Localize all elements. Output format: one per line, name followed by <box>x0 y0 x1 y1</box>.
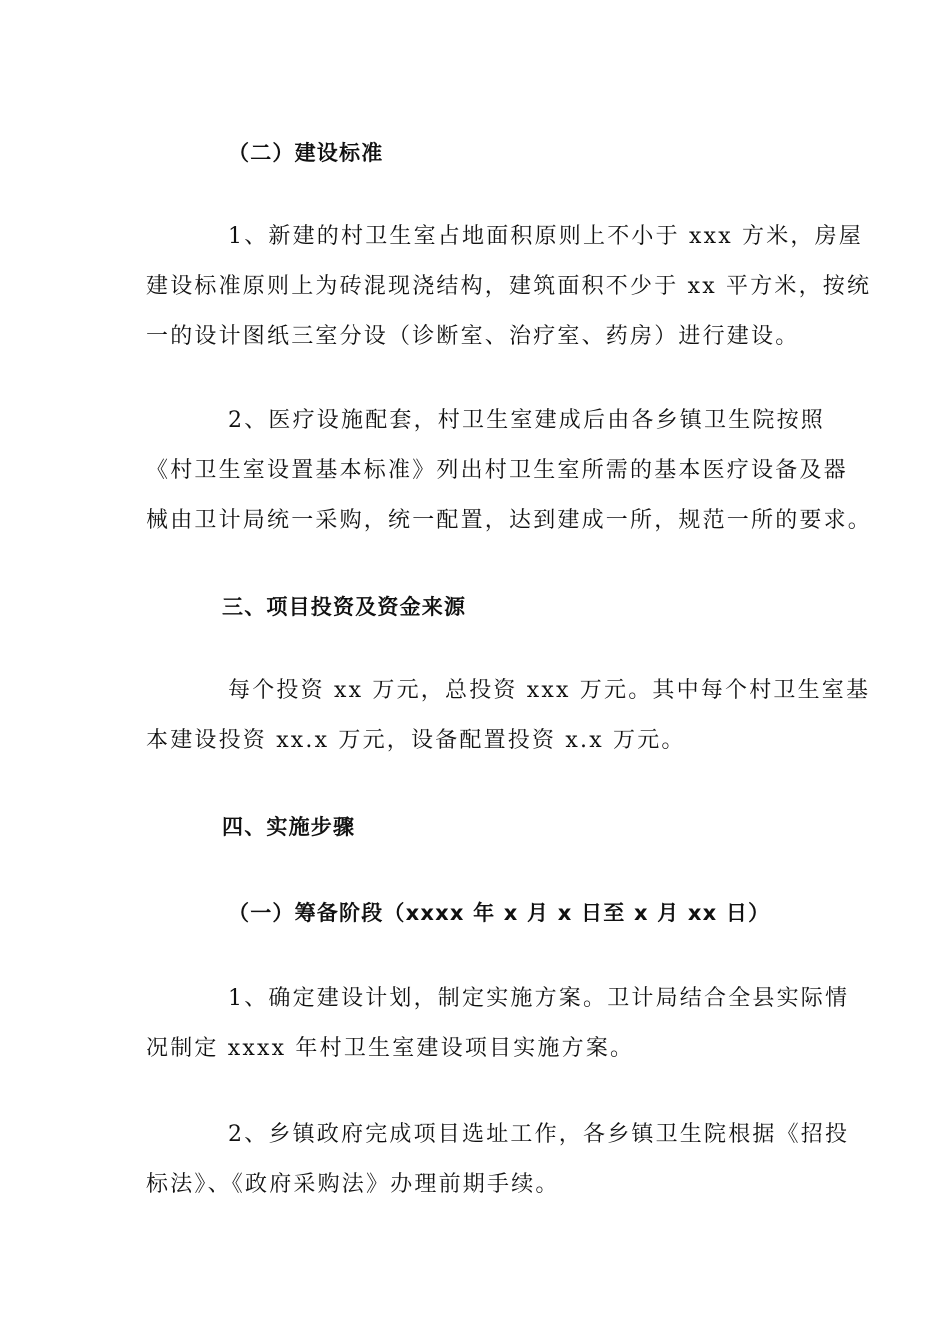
paragraph-2-line-2: 《村卫生室设置基本标准》列出村卫生室所需的基本医疗设备及器 <box>146 458 848 483</box>
paragraph-5-line-2: 标法》、《政府采购法》办理前期手续。 <box>146 1172 560 1197</box>
paragraph-3-line-2: 本建设投资 xx.x 万元，设备配置投资 x.x 万元。 <box>146 728 686 753</box>
paragraph-5-line-1: 2、乡镇政府完成项目选址工作，各乡镇卫生院根据《招投 <box>228 1122 850 1147</box>
paragraph-4-line-1: 1、确定建设计划，制定实施方案。卫计局结合全县实际情 <box>228 986 850 1011</box>
paragraph-2-line-1: 2、医疗设施配套，村卫生室建成后由各乡镇卫生院按照 <box>228 408 825 433</box>
section-heading-implementation-steps: 四、实施步骤 <box>222 815 356 839</box>
paragraph-2-line-3: 械由卫计局统一采购，统一配置，达到建成一所，规范一所的要求。 <box>146 508 873 533</box>
paragraph-3-line-1: 每个投资 xx 万元，总投资 xxx 万元。其中每个村卫生室基 <box>228 678 871 703</box>
section-heading-construction-standards: （二）建设标准 <box>228 141 384 165</box>
subsection-heading-preparation-stage: （一）筹备阶段（xxxx 年 x 月 x 日至 x 月 xx 日） <box>228 901 771 925</box>
section-heading-investment: 三、项目投资及资金来源 <box>222 595 467 619</box>
paragraph-4-line-2: 况制定 xxxx 年村卫生室建设项目实施方案。 <box>146 1036 635 1061</box>
paragraph-1-line-3: 一的设计图纸三室分设（诊断室、治疗室、药房）进行建设。 <box>146 324 800 349</box>
paragraph-1-line-1: 1、新建的村卫生室占地面积原则上不小于 xxx 方米，房屋 <box>228 224 864 249</box>
paragraph-1-line-2: 建设标准原则上为砖混现浇结构，建筑面积不少于 xx 平方米，按统 <box>146 274 872 299</box>
